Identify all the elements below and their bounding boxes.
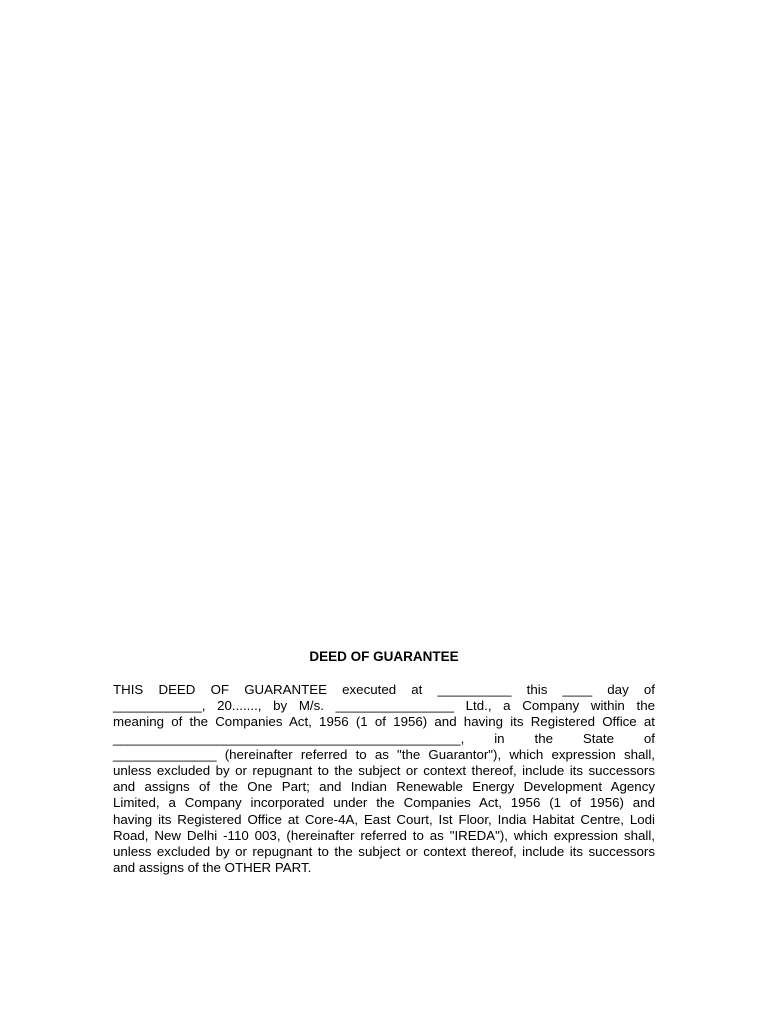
paragraph-line: Road, New Delhi -110 003, (hereinafter referred to as "IREDA"), which expression shall, <box>113 827 655 843</box>
paragraph-line: unless excluded by or repugnant to the subject or context thereof, include its successors <box>113 762 655 778</box>
paragraph-line: Limited, a Company incorporated under the Companies Act, 1956 (1 of 1956) and <box>113 795 655 811</box>
paragraph-line: and assigns of the OTHER PART. <box>113 860 312 876</box>
paragraph-line: unless excluded by or repugnant to the subject or context thereof, include its successors <box>113 843 655 859</box>
paragraph-line: THIS DEED OF GUARANTEE executed at __________ this ____ day of <box>113 682 655 697</box>
document-title: DEED OF GUARANTEE <box>309 649 459 664</box>
paragraph-line: ____________, 20......., by M/s. ________________ Ltd., a Company within the <box>113 698 655 714</box>
paragraph-line: _______________________________________________, in the State of <box>113 730 655 746</box>
paragraph-line: meaning of the Companies Act, 1956 (1 of 1956) and having its Registered Office at <box>113 714 655 730</box>
paragraph-line: ______________ (hereinafter referred to as "the Guarantor"), which expression shall, <box>113 746 655 762</box>
document-paragraph <box>113 682 655 876</box>
paragraph-line: and assigns of the One Part; and Indian Renewable Energy Development Agency <box>113 779 655 795</box>
paragraph-line: having its Registered Office at Core-4A, East Court, Ist Floor, India Habitat Centre, Lodi <box>113 811 655 827</box>
